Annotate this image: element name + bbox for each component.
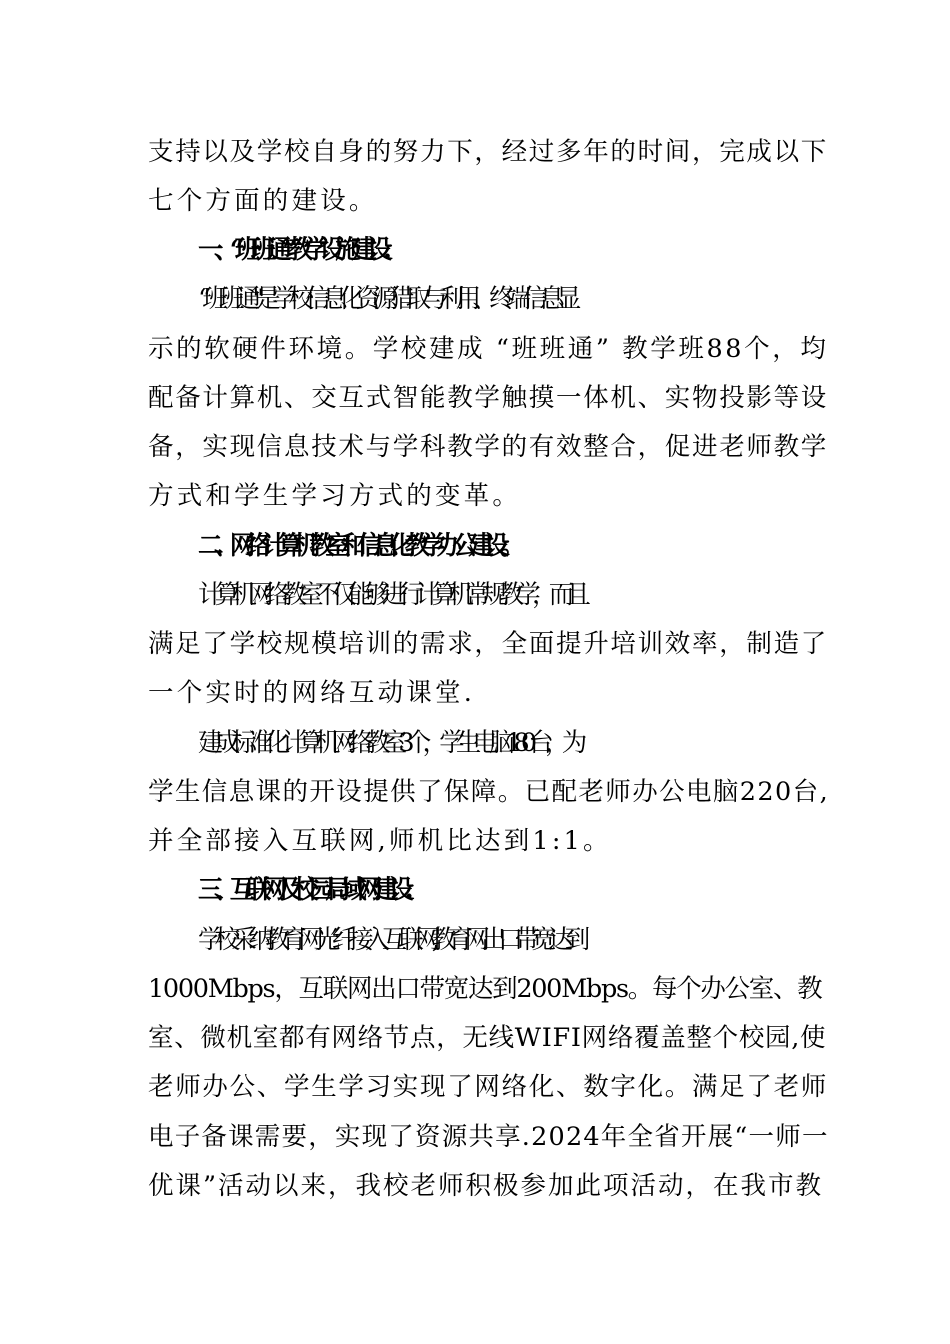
body-text-line: 学生信息课的开设提供了保障。已配老师办公电脑220台, bbox=[148, 777, 830, 807]
body-text-line: “班班通"是学校信息化资源猎取与利用、终端信息显 bbox=[198, 284, 573, 314]
body-text-line: 七个方面的建设。 bbox=[148, 186, 378, 216]
body-text-line: 配备计算机、交互式智能教学触摸一体机、实物投影等设 bbox=[148, 383, 829, 413]
body-text-line: 优课”活动以来，我校老师积极参加此项活动，在我市教 bbox=[148, 1171, 824, 1201]
section-heading-3: 三、互联网及校园局域网建设. bbox=[198, 875, 404, 905]
body-text-line: 示的软硬件环境。学校建成 “班班通” 教学班88个，均 bbox=[148, 334, 829, 364]
body-text-line: 室、微机室都有网络节点，无线WIFI网络覆盖整个校园,使 bbox=[148, 1023, 827, 1053]
section-heading-1: 一、“班班通”教学设施建设. bbox=[198, 235, 383, 265]
section-heading-2: 二、网络计算机教室和信息化教学办公建设。 bbox=[198, 531, 517, 561]
body-text-line: 计算机网络教室不仅能够进行计算机常规教学，而且 bbox=[198, 580, 583, 610]
body-text-line: 建成标准化计算机网络教室3个，学生电脑180台，为 bbox=[198, 728, 579, 758]
body-text-line: 方式和学生学习方式的变革。 bbox=[148, 481, 522, 511]
body-text-line: 老师办公、学生学习实现了网络化、数字化。满足了老师 bbox=[148, 1072, 829, 1102]
body-text-line: 学校采纳教育网光纤接入互联网,教育网出口带宽达到 bbox=[198, 925, 582, 955]
body-text-line: 一个实时的网络互动课堂. bbox=[148, 678, 476, 708]
body-text-line: 满足了学校规模培训的需求，全面提升培训效率，制造了 bbox=[148, 629, 829, 659]
body-text-line: 电子备课需要，实现了资源共享.2024年全省开展“一师一 bbox=[148, 1122, 829, 1152]
body-text-line: 1000Mbps，互联网出口带宽达到200Mbps。每个办公室、教 bbox=[148, 974, 822, 1004]
body-text-line: 备，实现信息技术与学科教学的有效整合，促进老师教学 bbox=[148, 432, 829, 462]
body-text-line: 支持以及学校自身的努力下，经过多年的时间，完成以下 bbox=[148, 137, 829, 167]
body-text-line: 并全部接入互联网,师机比达到1:1。 bbox=[148, 826, 612, 856]
